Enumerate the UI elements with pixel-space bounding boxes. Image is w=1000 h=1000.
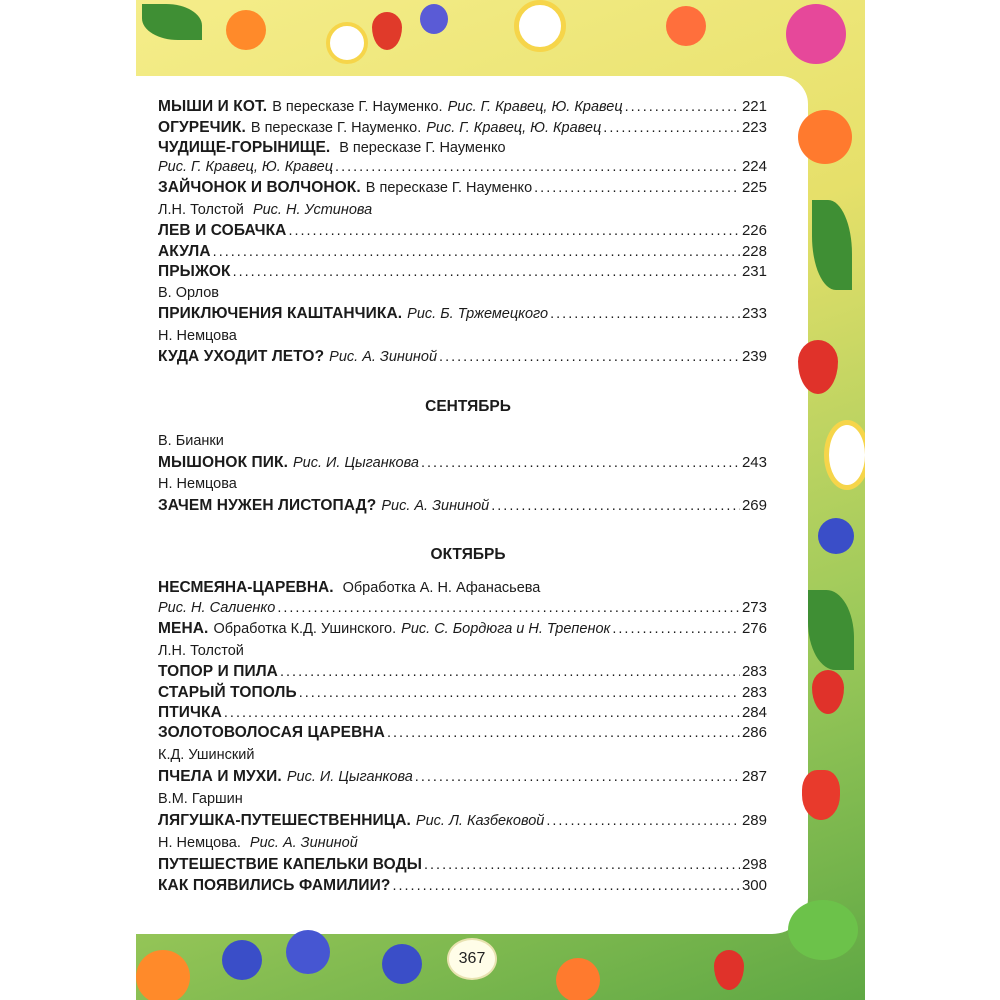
story-title: ПУТЕШЕСТВИЕ КАПЕЛЬКИ ВОДЫ — [158, 856, 422, 873]
bellflower-decoration — [382, 944, 422, 984]
leader-dots — [534, 180, 740, 196]
section-heading-september: СЕНТЯБРЬ — [425, 398, 511, 415]
story-note: Обработка А. Н. Афанасьева — [342, 580, 541, 596]
toc-entry — [158, 704, 767, 726]
toc-entry — [158, 768, 767, 790]
author-line — [158, 202, 767, 224]
author-line — [158, 791, 767, 813]
story-note: В пересказе Г. Науменко. — [272, 99, 443, 115]
toc-entry — [158, 812, 767, 834]
story-illustrator: Рис. И. Цыганкова — [292, 455, 419, 471]
story-title: АКУЛА — [158, 243, 211, 260]
toc-entry — [158, 243, 767, 265]
story-title: МЫШОНОК ПИК. — [158, 454, 288, 471]
toc-entry — [158, 222, 767, 244]
story-illustrator: Рис. Б. Тржемецкого — [407, 306, 549, 322]
leader-dots — [288, 223, 740, 239]
page-ref: 224 — [741, 158, 767, 175]
page-ref: 228 — [741, 243, 767, 260]
leader-dots — [335, 159, 740, 175]
story-title: МЫШИ И КОТ. — [158, 98, 268, 115]
toc-entry — [158, 98, 767, 120]
story-title: ТОПОР И ПИЛА — [158, 663, 278, 680]
author-name: Н. Немцова. — [158, 835, 241, 851]
leader-dots — [612, 621, 740, 637]
leaf-decoration — [812, 200, 852, 290]
story-illustrator: Рис. Н. Салиенко — [158, 600, 276, 616]
toc-entry — [158, 119, 767, 141]
page-ref: 231 — [741, 263, 767, 280]
daisy-decoration — [326, 22, 368, 64]
toc-entry — [158, 663, 767, 685]
section-heading-october: ОКТЯБРЬ — [430, 546, 506, 563]
leader-dots — [415, 769, 740, 785]
bellflower-decoration — [420, 4, 448, 34]
story-note: В пересказе Г. Науменко — [365, 180, 533, 196]
flower-decoration — [798, 110, 852, 164]
strawberry-decoration — [812, 670, 844, 714]
flower-decoration — [226, 10, 266, 50]
author-line — [158, 747, 767, 769]
story-title: МЕНА. — [158, 620, 209, 637]
story-illustrator: Рис. А. Зининой — [381, 498, 490, 514]
page-ref: 243 — [741, 454, 767, 471]
leader-dots — [603, 120, 740, 136]
page-ref: 287 — [741, 768, 767, 785]
story-note: В пересказе Г. Науменко. — [250, 120, 422, 136]
author-name: Л.Н. Толстой — [158, 643, 244, 659]
flower-decoration — [136, 950, 190, 1000]
page-ref: 221 — [741, 98, 767, 115]
story-illustrator: Рис. Г. Кравец, Ю. Кравец — [447, 99, 623, 115]
leader-dots — [439, 349, 740, 365]
daisy-decoration — [514, 0, 566, 52]
story-title: ЛЯГУШКА-ПУТЕШЕСТВЕННИЦА. — [158, 812, 411, 829]
toc-entry — [158, 454, 767, 476]
author-name: Н. Немцова — [158, 476, 237, 492]
toc-entry-line1 — [158, 579, 767, 601]
strawberry-decoration — [798, 340, 838, 394]
toc-entry — [158, 856, 767, 878]
toc-entry-line2 — [158, 158, 767, 180]
leader-dots — [625, 99, 740, 115]
toc-entry — [158, 620, 767, 642]
page-ref: 284 — [741, 704, 767, 721]
story-title: ЧУДИЩЕ-ГОРЫНИЩЕ. — [158, 139, 331, 156]
author-line — [158, 328, 767, 350]
story-note: Обработка К.Д. Ушинского. — [213, 621, 397, 637]
leader-dots — [299, 685, 740, 701]
story-title: ЗАЧЕМ НУЖЕН ЛИСТОПАД? — [158, 497, 377, 514]
toc-entry — [158, 684, 767, 706]
tulip-decoration — [802, 770, 840, 820]
author-line — [158, 835, 767, 857]
leader-dots — [550, 306, 740, 322]
toc-entry — [158, 179, 767, 201]
butterfly-decoration — [786, 4, 846, 64]
author-name: Н. Немцова — [158, 328, 237, 344]
page-ref: 223 — [741, 119, 767, 136]
story-illustrator: Рис. Л. Казбековой — [415, 813, 545, 829]
leader-dots — [491, 498, 740, 514]
toc-entry — [158, 348, 767, 370]
story-title: НЕСМЕЯНА-ЦАРЕВНА. — [158, 579, 334, 596]
page-ref: 273 — [741, 599, 767, 616]
leader-dots — [233, 264, 740, 280]
page-ref: 289 — [741, 812, 767, 829]
leader-dots — [277, 600, 740, 616]
author-line — [158, 643, 767, 665]
page-number: 367 — [447, 938, 497, 980]
flower-decoration — [666, 6, 706, 46]
leader-dots — [213, 244, 740, 260]
toc-entry — [158, 305, 767, 327]
story-title: ЛЕВ И СОБАЧКА — [158, 222, 287, 239]
frog-decoration — [788, 900, 858, 960]
leader-dots — [546, 813, 740, 829]
author-line — [158, 433, 767, 455]
daisy-decoration — [824, 420, 865, 490]
story-title: ПЧЕЛА И МУХИ. — [158, 768, 282, 785]
story-note: В пересказе Г. Науменко — [339, 140, 506, 156]
page-ref: 276 — [741, 620, 767, 637]
leader-dots — [224, 705, 740, 721]
bellflower-decoration — [286, 930, 330, 974]
author-line — [158, 476, 767, 498]
page-ref: 283 — [741, 684, 767, 701]
leaf-decoration — [808, 590, 854, 670]
page-ref: 286 — [741, 724, 767, 741]
story-illustrator: Рис. Г. Кравец, Ю. Кравец — [426, 120, 602, 136]
story-illustrator: Рис. А. Зининой — [249, 835, 358, 851]
story-title: КАК ПОЯВИЛИСЬ ФАМИЛИИ? — [158, 877, 391, 894]
leader-dots — [280, 664, 740, 680]
page-ref: 226 — [741, 222, 767, 239]
leaf-decoration — [142, 4, 202, 40]
author-line — [158, 285, 767, 307]
page-ref: 233 — [741, 305, 767, 322]
story-illustrator: Рис. Г. Кравец, Ю. Кравец — [158, 159, 334, 175]
leader-dots — [421, 455, 740, 471]
story-title: ОГУРЕЧИК. — [158, 119, 246, 136]
page-ref: 283 — [741, 663, 767, 680]
story-illustrator: Рис. И. Цыганкова — [286, 769, 413, 785]
story-title: КУДА УХОДИТ ЛЕТО? — [158, 348, 325, 365]
story-title: ПРИКЛЮЧЕНИЯ КАШТАНЧИКА. — [158, 305, 403, 322]
author-name: Л.Н. Толстой — [158, 202, 244, 218]
leader-dots — [392, 878, 740, 894]
page-ref: 239 — [741, 348, 767, 365]
story-title: ЗОЛОТОВОЛОСАЯ ЦАРЕВНА — [158, 724, 385, 741]
story-title: ПРЫЖОК — [158, 263, 231, 280]
author-name: В. Орлов — [158, 285, 219, 301]
strawberry-decoration — [714, 950, 744, 990]
page-ref: 300 — [741, 877, 767, 894]
page-ref: 225 — [741, 179, 767, 196]
bellflower-decoration — [818, 518, 854, 554]
toc-entry — [158, 724, 767, 746]
strawberry-decoration — [372, 12, 402, 50]
author-name: В.М. Гаршин — [158, 791, 243, 807]
toc-entry — [158, 877, 767, 899]
bellflower-decoration — [222, 940, 262, 980]
leader-dots — [387, 725, 740, 741]
page-ref: 269 — [741, 497, 767, 514]
author-name: В. Бианки — [158, 433, 224, 449]
story-illustrator: Рис. С. Бордюга и Н. Трепенок — [401, 621, 611, 637]
story-illustrator: Рис. А. Зининой — [329, 349, 438, 365]
story-illustrator: Рис. Н. Устинова — [252, 202, 373, 218]
toc-entry-line2 — [158, 599, 767, 621]
flower-decoration — [556, 958, 600, 1000]
toc-entry — [158, 497, 767, 519]
story-title: ЗАЙЧОНОК И ВОЛЧОНОК. — [158, 179, 361, 196]
page-ref: 298 — [741, 856, 767, 873]
toc-entry — [158, 263, 767, 285]
story-title: СТАРЫЙ ТОПОЛЬ — [158, 684, 297, 701]
leader-dots — [424, 857, 740, 873]
story-title: ПТИЧКА — [158, 704, 222, 721]
author-name: К.Д. Ушинский — [158, 747, 255, 763]
